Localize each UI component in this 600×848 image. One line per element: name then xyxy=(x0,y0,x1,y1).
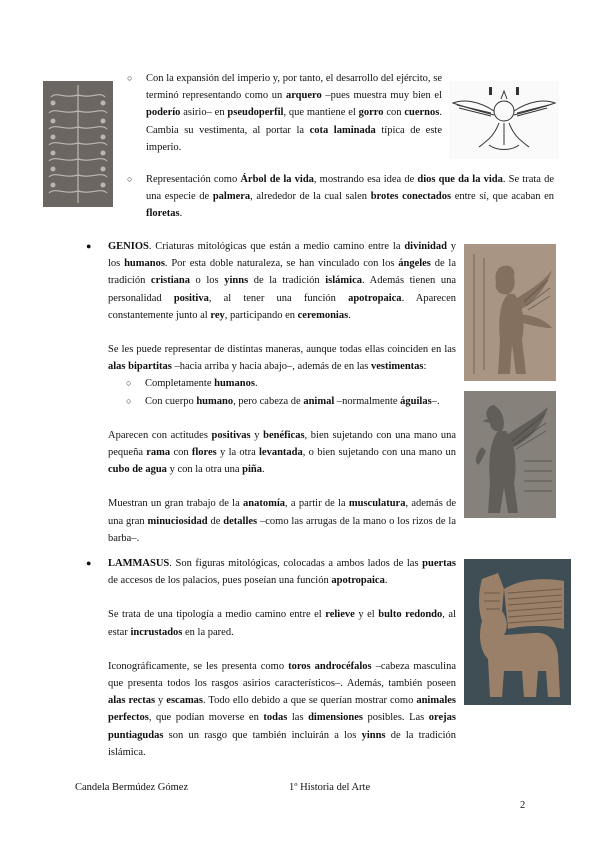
archer-paragraph: ○ Con la expansión del imperio y, por tanto, el desarrollo del ejército, se terminó representando como un arquero –pues muestra muy bien el poderío asirio– en pseudoperfil, que mantiene el gorro con cuernos. Cambia su vestimenta, al portar la cota laminada típica de este imperio. xyxy=(146,73,443,153)
winged-disc-archer-drawing xyxy=(449,81,559,159)
tree-of-life-relief-image xyxy=(43,81,113,207)
genios-anatomy-paragraph: Muestran un gran trabajo de la anatomía, a partir de la musculatura, además de una gran minuciosidad de detalles –como las arrugas de la mano o los rizos de la barba–. xyxy=(108,498,456,544)
lamassu-drawing xyxy=(464,559,571,705)
genie-relief-1-drawing xyxy=(464,244,556,381)
lammasus-section xyxy=(108,555,456,761)
archer-bullet xyxy=(146,70,442,156)
lamassu-statue-image xyxy=(464,559,571,705)
genios-section xyxy=(108,238,456,547)
footer-author: Candela Bermúdez Gómez xyxy=(75,782,189,793)
genie-relief-2-drawing xyxy=(464,391,556,518)
winged-disc-drawing xyxy=(449,81,559,159)
genios-forms-paragraph: Se les puede representar de distintas maneras, aunque todas ellas coinciden en las alas bipartitas –hacia arriba y hacia abajo–, además de en las vestimentas: xyxy=(108,344,456,373)
lammasus-intro-paragraph: ● LAMMASUS. Son figuras mitológicas, colocadas a ambos lados de las puertas de accesos de los palacios, pues poseían una función apotropaica. xyxy=(108,555,456,589)
page-number: 2 xyxy=(520,800,526,811)
footer-course: 1º Historia del Arte xyxy=(289,782,371,793)
genie-relief-image-1 xyxy=(464,244,556,381)
genios-forms-list xyxy=(145,375,456,409)
genios-intro-paragraph: ● GENIOS. Criaturas mitológicas que están a medio camino entre la divinidad y los humanos. Por esta doble naturaleza, se han vinculado con los ángeles de la tradición cristiana o los yinns de la tradición islámica. Además tienen una personalidad positiva, al tener una función apotropaica. Aparecen constantemente junto al rey, participando en ceremonias. xyxy=(108,238,456,324)
list-item: ○ Con cuerpo humano, pero cabeza de animal –normalmente águilas–. xyxy=(145,393,456,410)
tree-relief-drawing xyxy=(43,81,113,207)
tree-paragraph: ○ Representación como Árbol de la vida, mostrando esa idea de dios que da la vida. Se trata de una especie de palmera, alrededor de la cual salen brotes conectados entre sí, que acaban en floretas. xyxy=(146,174,555,220)
lammasus-iconography-paragraph: Iconográficamente, se les presenta como toros androcéfalos –cabeza masculina que presenta todos los rasgos asirios característicos–. Además, también poseen alas rectas y escamas. Todo ello debido a que se querían mostrar como animales perfectos, que podían moverse en todas las dimensiones posibles. Las orejas puntiagudas son un rasgo que también incluirán a los yinns de la tradición islámica. xyxy=(108,660,456,758)
lammasus-typology-paragraph: Se trata de una tipología a medio camino entre el relieve y el bulto redondo, al estar incrustados en la pared. xyxy=(108,609,457,638)
list-item: ○ Completamente humanos. xyxy=(145,375,456,392)
genios-attitudes-paragraph: Aparecen con actitudes positivas y benéficas, bien sujetando con una mano una pequeña rama con flores y la otra levantada, o bien sujetando con una mano un cubo de agua y con la otra una piña. xyxy=(108,429,457,476)
tree-bullet xyxy=(146,171,554,223)
genie-relief-image-2 xyxy=(464,391,556,518)
